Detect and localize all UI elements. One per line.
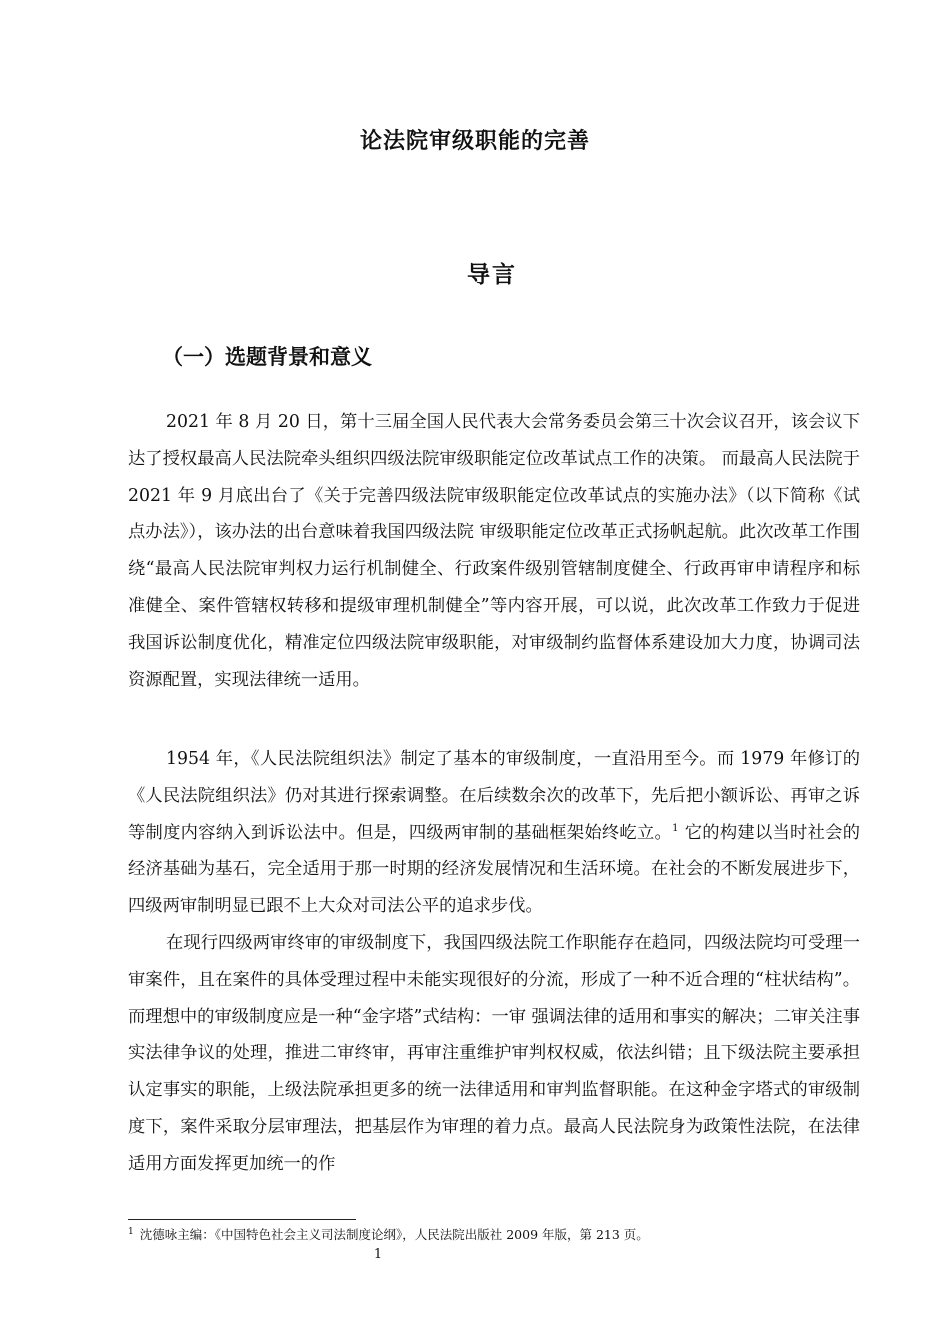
- footnote: [128, 1227, 860, 1243]
- paragraph-1: 2021 年 8 月 20 日，第十三届全国人民代表大会常务委员会第三十次会议召开，该会议下达了授权最高人民法院牵头组织四级法院审级职能定位改革试点工作的决策。 而最高人民法院于 2021 年 9 月底出台了《关于完善四级法院审级职能定位改革试点的实施办法》（以下简称《试点办法》），该办法的出台意味着我国四级法院 审级职能定位改革正式扬帆起航。此次改革工作围绕“最高人民法院审判权力运行机制健全、行政案件级别管辖制度健全、行政再审申请程序和标准健全、案件管辖权转移和提级审理机制健全”等内容开展，可以说，此次改革工作致力于促进我国诉讼制度优化，精准定位四级法院审级职能，对审级制约监督体系建设加大力度，协调司法资源配置，实现法律统一适用。: [128, 412, 860, 690]
- page-number: 1: [373, 1247, 383, 1262]
- paragraph-2-part-2: 它的构建以当时社会的经济基础为基石，完全适用于那一时期的经济发展情况和生活环境。在社会的不断发展进步下，四级两审制明显已跟不上大众对司法公平的追求步伐。: [128, 822, 860, 917]
- footnote-separator: [128, 1219, 356, 1220]
- paragraph-2: [128, 741, 860, 925]
- section-heading: （一）选题背景和意义: [162, 345, 372, 369]
- document-title: 论法院审级职能的完善: [359, 129, 590, 154]
- paragraph-2-part-1: 1954 年，《人民法院组织法》制定了基本的审级制度，一直沿用至今。而 1979 年修订的《人民法院组织法》仍对其进行探索调整。在后续数余次的改革下，先后把小额诉讼、再审之诉等制度内容纳入到诉讼法中。但是，四级两审制的基础框架始终屹立。: [128, 749, 860, 843]
- footnote-number: 1: [128, 1226, 134, 1237]
- footnote-reference[interactable]: 1: [672, 822, 679, 834]
- chapter-heading: 导言: [467, 262, 517, 288]
- paragraph-3: 在现行四级两审终审的审级制度下，我国四级法院工作职能存在趋同，四级法院均可受理一审案件，且在案件的具体受理过程中未能实现很好的分流，形成了一种不近合理的“柱状结构”。而理想中的审级制度应是一种“金字塔”式结构：一审 强调法律的适用和事实的解决；二审关注事实法律争议的处理，推进二审终审，再审注重维护审判权权威，依法纠错；且下级法院主要承担认定事实的职能，上级法院承担更多的统一法律适用和审判监督职能。在这种金字塔式的审级制度下，案件采取分层审理法，把基层作为审理的着力点。最高人民法院身为政策性法院，在法律适用方面发挥更加统一的作: [128, 933, 860, 1174]
- footnote-text: 沈德咏主编：《中国特色社会主义司法制度论纲》，人民法院出版社 2009 年版，第 213 页。: [139, 1227, 649, 1242]
